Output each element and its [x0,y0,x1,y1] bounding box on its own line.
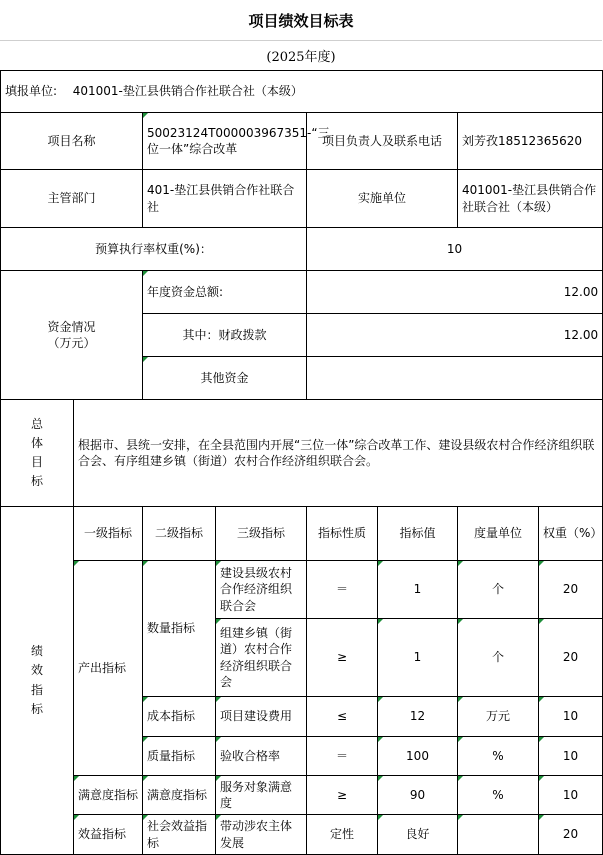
target-table [0,70,603,855]
row6-unit [458,815,539,855]
row5-level1: 满意度指标 [74,776,143,815]
header-unit: 度量单位 [458,507,539,561]
impl-unit-value: 401001-垫江县供销合作社联合社（本级） [458,170,603,228]
funds-other-value [307,357,603,400]
row3-level2: 成本指标 [143,697,216,737]
header-value: 指标值 [378,507,458,561]
row5-weight: 10 [539,776,603,815]
dept-label: 主管部门 [1,170,143,228]
row3-level3: 项目建设费用 [216,697,307,737]
funds-fiscal-value: 12.00 [307,314,603,357]
fill-unit-row [1,71,603,113]
row1-nature: ＝ [307,561,378,619]
row-level1-output: 产出指标 [74,561,143,776]
row2-value: 1 [378,619,458,697]
row3-nature: ≤ [307,697,378,737]
overall-goal-text: 根据市、县统一安排，在全县范围内开展“三位一体”综合改革工作、建设县级农村合作经济组织联合会、有序组建乡镇（街道）农村合作经济组织联合会。 [74,400,603,507]
form-year: (2025年度) [266,49,336,65]
dept-value: 401-垫江县供销合作社联合社 [143,170,307,228]
impl-unit-label: 实施单位 [307,170,458,228]
row3-weight: 10 [539,697,603,737]
row1-unit: 个 [458,561,539,619]
row2-nature: ≥ [307,619,378,697]
project-name-label: 项目名称 [1,113,143,170]
funds-label [1,271,143,400]
row5-unit: % [458,776,539,815]
row5-level3: 服务对象满意度 [216,776,307,815]
row5-value: 90 [378,776,458,815]
row1-value: 1 [378,561,458,619]
budget-weight-label: 预算执行率权重(%)： [1,228,307,271]
header-level3: 三级指标 [216,507,307,561]
row6-level1: 效益指标 [74,815,143,855]
funds-total-value: 12.00 [307,271,603,314]
perf-indicator-label-text: 绩效指标 [30,644,43,716]
fill-unit-value: 401001-垫江县供销合作社联合社（本级） [72,84,303,99]
row2-unit: 个 [458,619,539,697]
header-weight: 权重（%） [539,507,603,561]
row1-weight: 20 [539,561,603,619]
project-leader-value: 刘芳孜18512365620 [458,113,603,170]
row2-level3: 组建乡镇（街道）农村合作经济组织联合会 [216,619,307,697]
row5-level2: 满意度指标 [143,776,216,815]
funds-fiscal-label: 其中：财政拨款 [143,314,307,357]
row6-level2: 社会效益指标 [143,815,216,855]
fill-unit-label: 填报单位: [5,84,58,99]
budget-weight-value: 10 [307,228,603,271]
row1-level3: 建设县级农村合作经济组织联合会 [216,561,307,619]
funds-total-label: 年度资金总额: [143,271,307,314]
row3-value: 12 [378,697,458,737]
overall-goal-label-text: 总体目标 [30,416,43,489]
row4-value: 100 [378,737,458,776]
row3-unit: 万元 [458,697,539,737]
row6-level3: 带动涉农主体发展 [216,815,307,855]
row6-nature: 定性 [307,815,378,855]
perf-indicator-label [1,507,74,855]
row4-nature: ＝ [307,737,378,776]
row4-level2: 质量指标 [143,737,216,776]
project-leader-label: 项目负责人及联系电话 [307,113,458,170]
row6-weight: 20 [539,815,603,855]
header-level2: 二级指标 [143,507,216,561]
form-title: 项目绩效目标表 [0,0,602,41]
funds-other-label: 其他资金 [143,357,307,400]
row2-weight: 20 [539,619,603,697]
row5-nature: ≥ [307,776,378,815]
overall-goal-label [1,400,74,507]
row4-weight: 10 [539,737,603,776]
row4-level3: 验收合格率 [216,737,307,776]
project-name-value: 50023124T000003967351-“三位一体”综合改革 [143,113,307,170]
funds-label-text: 资金情况（万元） [47,319,96,350]
row6-value: 良好 [378,815,458,855]
header-nature: 指标性质 [307,507,378,561]
row-level2-quantity: 数量指标 [143,561,216,697]
header-level1: 一级指标 [74,507,143,561]
row4-unit: % [458,737,539,776]
